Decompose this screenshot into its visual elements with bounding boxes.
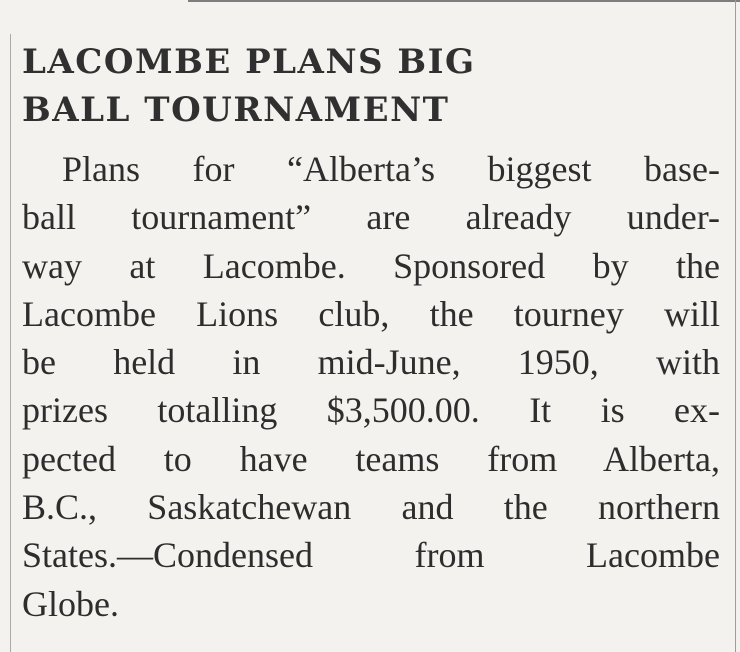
body-line-7: pected to have teams from Alberta, [22,438,720,479]
body-line-5: be held in mid-June, 1950, with [22,342,720,383]
top-column-rule [188,0,740,8]
body-line-3: way at Lacombe. Sponsored by the [22,245,720,286]
body-line-1: Plans for “Alberta’s biggest base- [62,149,720,189]
headline-line-2: BALL TOURNAMENT [22,90,450,130]
right-column-rule [735,0,736,652]
article-headline [22,38,722,134]
left-column-rule [10,34,11,652]
article-body [22,145,720,628]
body-line-9: States.—Condensed from Lacombe [22,535,720,576]
body-line-10: Globe. [22,583,119,624]
body-line-8: B.C., Saskatchewan and the northern [22,487,720,528]
headline-line-1: LACOMBE PLANS BIG [22,42,476,82]
body-line-6: prizes totalling $3,500.00. It is ex- [22,390,720,431]
body-line-4: Lacombe Lions club, the tourney will [22,293,720,334]
body-line-2: ball tournament” are already under- [22,197,720,238]
